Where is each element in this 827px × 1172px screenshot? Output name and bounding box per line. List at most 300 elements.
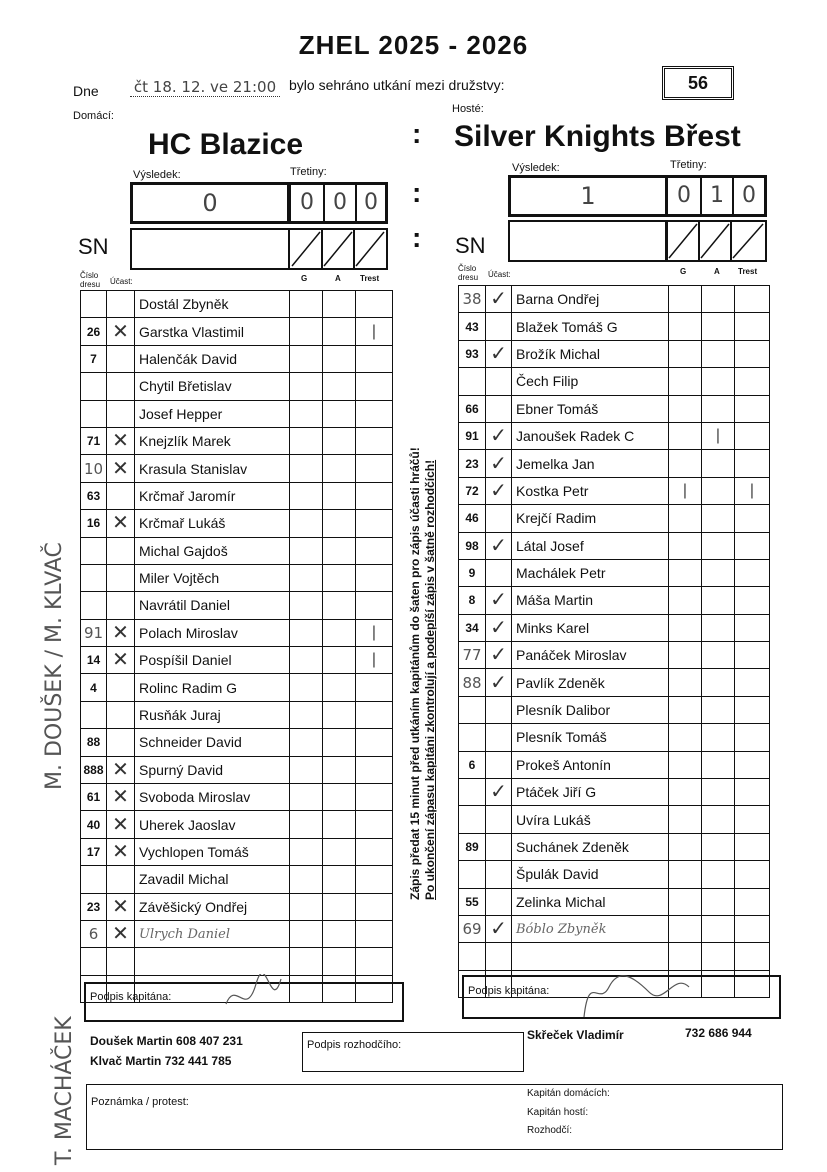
attendance-mark[interactable] (486, 751, 512, 778)
goals-cell[interactable] (290, 729, 323, 756)
penalty-cell[interactable] (356, 893, 393, 920)
penalty-cell[interactable] (356, 455, 393, 482)
attendance-mark[interactable]: ✓ (486, 587, 512, 614)
goals-cell[interactable] (290, 701, 323, 728)
attendance-mark[interactable]: ✓ (486, 532, 512, 559)
player-name[interactable]: Plesník Dalibor (512, 696, 669, 723)
penalty-cell[interactable] (356, 948, 393, 975)
attendance-mark[interactable]: ✓ (486, 614, 512, 641)
goals-cell[interactable] (669, 696, 702, 723)
attendance-mark[interactable]: ✕ (107, 318, 135, 345)
attendance-mark[interactable] (107, 592, 135, 619)
attendance-mark[interactable]: ✕ (107, 784, 135, 811)
penalty-cell[interactable] (735, 450, 770, 477)
penalty-cell[interactable] (735, 368, 770, 395)
penalty-cell[interactable] (356, 756, 393, 783)
player-number[interactable]: 6 (81, 920, 107, 947)
away-score-box[interactable] (508, 175, 668, 217)
goals-cell[interactable] (669, 286, 702, 313)
penalty-cell[interactable] (356, 564, 393, 591)
player-number[interactable]: 66 (459, 395, 486, 422)
player-name[interactable]: Blažek Tomáš G (512, 313, 669, 340)
player-name[interactable]: Pospíšil Daniel (135, 647, 290, 674)
assists-cell[interactable] (323, 948, 356, 975)
penalty-cell[interactable] (356, 784, 393, 811)
player-number[interactable] (81, 701, 107, 728)
attendance-mark[interactable] (107, 729, 135, 756)
assists-cell[interactable] (702, 642, 735, 669)
assists-cell[interactable] (323, 756, 356, 783)
player-number[interactable]: 38 (459, 286, 486, 313)
penalty-cell[interactable] (735, 587, 770, 614)
player-number[interactable] (459, 861, 486, 888)
penalty-cell[interactable] (356, 400, 393, 427)
goals-cell[interactable] (669, 614, 702, 641)
attendance-mark[interactable] (486, 395, 512, 422)
player-name[interactable]: Špulák David (512, 861, 669, 888)
goals-cell[interactable] (290, 455, 323, 482)
attendance-mark[interactable] (486, 943, 512, 970)
penalty-cell[interactable] (735, 751, 770, 778)
attendance-mark[interactable]: ✕ (107, 510, 135, 537)
goals-cell[interactable] (669, 340, 702, 367)
assists-cell[interactable] (323, 920, 356, 947)
player-name[interactable]: Ulrych Daniel (135, 920, 290, 947)
penalty-cell[interactable] (356, 537, 393, 564)
player-name[interactable]: Knejzlík Marek (135, 427, 290, 454)
assists-cell[interactable] (702, 395, 735, 422)
goals-cell[interactable] (290, 811, 323, 838)
player-number[interactable]: 46 (459, 505, 486, 532)
player-number[interactable]: 4 (81, 674, 107, 701)
player-number[interactable] (459, 724, 486, 751)
penalty-cell[interactable] (356, 701, 393, 728)
penalty-cell[interactable] (356, 510, 393, 537)
player-number[interactable]: 23 (459, 450, 486, 477)
player-name[interactable]: Halenčák David (135, 345, 290, 372)
player-number[interactable]: 63 (81, 482, 107, 509)
player-name[interactable]: Krejčí Radim (512, 505, 669, 532)
assists-cell[interactable] (323, 592, 356, 619)
assists-cell[interactable] (702, 915, 735, 942)
attendance-mark[interactable]: ✕ (107, 647, 135, 674)
penalty-cell[interactable] (735, 614, 770, 641)
attendance-mark[interactable] (107, 701, 135, 728)
assists-cell[interactable] (702, 696, 735, 723)
player-number[interactable]: 7 (81, 345, 107, 372)
goals-cell[interactable] (669, 368, 702, 395)
attendance-mark[interactable]: ✕ (107, 619, 135, 646)
player-number[interactable]: 8 (459, 587, 486, 614)
player-name[interactable]: Spurný David (135, 756, 290, 783)
player-number[interactable] (81, 866, 107, 893)
assists-cell[interactable] (323, 427, 356, 454)
player-number[interactable] (81, 537, 107, 564)
away-sn-box[interactable] (508, 220, 668, 262)
player-number[interactable] (81, 948, 107, 975)
player-name[interactable]: Uvíra Lukáš (512, 806, 669, 833)
penalty-cell[interactable] (735, 806, 770, 833)
penalty-cell[interactable] (356, 482, 393, 509)
goals-cell[interactable] (290, 784, 323, 811)
penalty-cell[interactable] (735, 696, 770, 723)
player-number[interactable] (459, 779, 486, 806)
assists-cell[interactable] (323, 400, 356, 427)
penalty-cell[interactable] (735, 669, 770, 696)
player-name[interactable]: Machálek Petr (512, 559, 669, 586)
attendance-mark[interactable]: ✓ (486, 642, 512, 669)
player-name[interactable]: Josef Hepper (135, 400, 290, 427)
goals-cell[interactable] (290, 400, 323, 427)
player-name[interactable]: Schneider David (135, 729, 290, 756)
player-number[interactable] (459, 368, 486, 395)
goals-cell[interactable] (290, 674, 323, 701)
penalty-cell[interactable] (356, 811, 393, 838)
player-number[interactable]: 72 (459, 477, 486, 504)
goals-cell[interactable] (290, 482, 323, 509)
assists-cell[interactable]: | (702, 422, 735, 449)
attendance-mark[interactable] (486, 505, 512, 532)
attendance-mark[interactable] (486, 833, 512, 860)
attendance-mark[interactable] (107, 537, 135, 564)
player-name[interactable]: Dostál Zbyněk (135, 291, 290, 318)
goals-cell[interactable] (669, 587, 702, 614)
goals-cell[interactable] (669, 861, 702, 888)
goals-cell[interactable] (669, 833, 702, 860)
player-number[interactable] (81, 400, 107, 427)
player-number[interactable]: 93 (459, 340, 486, 367)
player-name[interactable]: Čech Filip (512, 368, 669, 395)
assists-cell[interactable] (702, 313, 735, 340)
player-name[interactable]: Krčmař Jaromír (135, 482, 290, 509)
player-number[interactable]: 14 (81, 647, 107, 674)
penalty-cell[interactable] (735, 286, 770, 313)
assists-cell[interactable] (702, 779, 735, 806)
match-number[interactable]: 56 (662, 66, 734, 100)
attendance-mark[interactable] (486, 696, 512, 723)
goals-cell[interactable] (290, 893, 323, 920)
note-protest-box[interactable] (86, 1084, 783, 1150)
player-name[interactable]: Zavadil Michal (135, 866, 290, 893)
player-name[interactable]: Navrátil Daniel (135, 592, 290, 619)
goals-cell[interactable] (290, 948, 323, 975)
attendance-mark[interactable] (486, 313, 512, 340)
penalty-cell[interactable] (356, 729, 393, 756)
player-name[interactable]: Krasula Stanislav (135, 455, 290, 482)
assists-cell[interactable] (323, 345, 356, 372)
attendance-mark[interactable]: ✕ (107, 455, 135, 482)
player-name[interactable]: Ptáček Jiří G (512, 779, 669, 806)
player-name[interactable]: Jemelka Jan (512, 450, 669, 477)
attendance-mark[interactable]: ✓ (486, 779, 512, 806)
goals-cell[interactable] (669, 559, 702, 586)
penalty-cell[interactable] (735, 313, 770, 340)
player-name[interactable]: Garstka Vlastimil (135, 318, 290, 345)
away-periods-box[interactable] (665, 175, 767, 217)
penalty-cell[interactable] (735, 915, 770, 942)
assists-cell[interactable] (702, 286, 735, 313)
assists-cell[interactable] (702, 505, 735, 532)
goals-cell[interactable] (290, 427, 323, 454)
player-name[interactable]: Závěšický Ondřej (135, 893, 290, 920)
penalty-cell[interactable] (735, 642, 770, 669)
attendance-mark[interactable] (107, 948, 135, 975)
player-name[interactable]: Miler Vojtěch (135, 564, 290, 591)
attendance-mark[interactable] (107, 291, 135, 318)
player-name[interactable] (135, 948, 290, 975)
penalty-cell[interactable] (735, 861, 770, 888)
penalty-cell[interactable]: | (356, 619, 393, 646)
player-number[interactable]: 17 (81, 838, 107, 865)
goals-cell[interactable] (669, 395, 702, 422)
goals-cell[interactable]: | (669, 477, 702, 504)
penalty-cell[interactable] (356, 838, 393, 865)
attendance-mark[interactable] (486, 724, 512, 751)
attendance-mark[interactable] (486, 861, 512, 888)
player-number[interactable] (459, 806, 486, 833)
penalty-cell[interactable]: | (356, 647, 393, 674)
attendance-mark[interactable]: ✓ (486, 286, 512, 313)
attendance-mark[interactable]: ✕ (107, 427, 135, 454)
assists-cell[interactable] (323, 482, 356, 509)
assists-cell[interactable] (702, 888, 735, 915)
player-name[interactable]: Rusňák Juraj (135, 701, 290, 728)
assists-cell[interactable] (702, 340, 735, 367)
player-name[interactable]: Zelinka Michal (512, 888, 669, 915)
goals-cell[interactable] (669, 915, 702, 942)
home-periods-box[interactable] (288, 182, 388, 224)
player-number[interactable]: 16 (81, 510, 107, 537)
attendance-mark[interactable] (107, 866, 135, 893)
goals-cell[interactable] (290, 373, 323, 400)
player-number[interactable] (459, 943, 486, 970)
player-name[interactable]: Svoboda Miroslav (135, 784, 290, 811)
goals-cell[interactable] (290, 510, 323, 537)
assists-cell[interactable] (323, 701, 356, 728)
attendance-mark[interactable] (107, 373, 135, 400)
player-number[interactable]: 71 (81, 427, 107, 454)
assists-cell[interactable] (702, 833, 735, 860)
attendance-mark[interactable]: ✕ (107, 838, 135, 865)
goals-cell[interactable] (290, 756, 323, 783)
player-number[interactable]: 91 (459, 422, 486, 449)
assists-cell[interactable] (323, 893, 356, 920)
player-number[interactable]: 98 (459, 532, 486, 559)
penalty-cell[interactable] (735, 888, 770, 915)
player-number[interactable]: 77 (459, 642, 486, 669)
goals-cell[interactable] (290, 318, 323, 345)
player-name[interactable]: Plesník Tomáš (512, 724, 669, 751)
player-name[interactable]: Pavlík Zdeněk (512, 669, 669, 696)
assists-cell[interactable] (323, 619, 356, 646)
goals-cell[interactable] (290, 920, 323, 947)
goals-cell[interactable] (669, 779, 702, 806)
penalty-cell[interactable] (735, 395, 770, 422)
goals-cell[interactable] (669, 313, 702, 340)
attendance-mark[interactable] (486, 888, 512, 915)
goals-cell[interactable] (290, 838, 323, 865)
assists-cell[interactable] (702, 587, 735, 614)
player-number[interactable] (81, 291, 107, 318)
penalty-cell[interactable] (356, 373, 393, 400)
assists-cell[interactable] (323, 811, 356, 838)
goals-cell[interactable] (669, 806, 702, 833)
goals-cell[interactable] (290, 291, 323, 318)
penalty-cell[interactable] (356, 674, 393, 701)
player-name[interactable]: Máša Martin (512, 587, 669, 614)
assists-cell[interactable] (702, 450, 735, 477)
player-name[interactable]: Michal Gajdoš (135, 537, 290, 564)
player-number[interactable] (81, 564, 107, 591)
attendance-mark[interactable] (107, 345, 135, 372)
assists-cell[interactable] (323, 455, 356, 482)
penalty-cell[interactable] (735, 559, 770, 586)
goals-cell[interactable] (290, 647, 323, 674)
assists-cell[interactable] (702, 669, 735, 696)
penalty-cell[interactable] (356, 592, 393, 619)
attendance-mark[interactable] (107, 564, 135, 591)
player-number[interactable] (81, 592, 107, 619)
player-name[interactable]: Ebner Tomáš (512, 395, 669, 422)
penalty-cell[interactable] (735, 833, 770, 860)
goals-cell[interactable] (669, 724, 702, 751)
player-name[interactable]: Chytil Břetislav (135, 373, 290, 400)
assists-cell[interactable] (702, 614, 735, 641)
attendance-mark[interactable]: ✓ (486, 340, 512, 367)
assists-cell[interactable] (323, 373, 356, 400)
penalty-cell[interactable] (356, 291, 393, 318)
player-name[interactable]: Panáček Miroslav (512, 642, 669, 669)
assists-cell[interactable] (702, 477, 735, 504)
attendance-mark[interactable] (486, 559, 512, 586)
player-number[interactable]: 55 (459, 888, 486, 915)
attendance-mark[interactable] (107, 674, 135, 701)
home-score-box[interactable] (130, 182, 290, 224)
player-name[interactable]: Polach Miroslav (135, 619, 290, 646)
goals-cell[interactable] (669, 888, 702, 915)
penalty-cell[interactable] (356, 345, 393, 372)
assists-cell[interactable] (702, 861, 735, 888)
goals-cell[interactable] (290, 345, 323, 372)
penalty-cell[interactable] (735, 505, 770, 532)
penalty-cell[interactable] (356, 920, 393, 947)
player-number[interactable]: 88 (459, 669, 486, 696)
attendance-mark[interactable]: ✕ (107, 756, 135, 783)
attendance-mark[interactable]: ✕ (107, 893, 135, 920)
goals-cell[interactable] (669, 751, 702, 778)
assists-cell[interactable] (702, 532, 735, 559)
assists-cell[interactable] (702, 724, 735, 751)
penalty-cell[interactable] (735, 340, 770, 367)
assists-cell[interactable] (323, 318, 356, 345)
assists-cell[interactable] (323, 729, 356, 756)
goals-cell[interactable] (290, 592, 323, 619)
attendance-mark[interactable] (486, 368, 512, 395)
player-number[interactable]: 61 (81, 784, 107, 811)
goals-cell[interactable] (290, 564, 323, 591)
player-name[interactable]: Janoušek Radek C (512, 422, 669, 449)
player-name[interactable]: Brožík Michal (512, 340, 669, 367)
goals-cell[interactable] (669, 450, 702, 477)
attendance-mark[interactable] (107, 482, 135, 509)
goals-cell[interactable] (669, 669, 702, 696)
assists-cell[interactable] (323, 564, 356, 591)
assists-cell[interactable] (702, 806, 735, 833)
player-number[interactable]: 34 (459, 614, 486, 641)
assists-cell[interactable] (323, 647, 356, 674)
away-sn-periods[interactable] (665, 220, 767, 262)
player-number[interactable]: 26 (81, 318, 107, 345)
player-number[interactable]: 23 (81, 893, 107, 920)
player-name[interactable]: Vychlopen Tomáš (135, 838, 290, 865)
player-name[interactable]: Bóblo Zbyněk (512, 915, 669, 942)
player-number[interactable]: 43 (459, 313, 486, 340)
player-name[interactable]: Suchánek Zdeněk (512, 833, 669, 860)
away-captain-signature[interactable] (462, 975, 781, 1019)
goals-cell[interactable] (669, 505, 702, 532)
penalty-cell[interactable]: | (356, 318, 393, 345)
attendance-mark[interactable]: ✕ (107, 920, 135, 947)
assists-cell[interactable] (323, 838, 356, 865)
assists-cell[interactable] (702, 943, 735, 970)
player-number[interactable]: 6 (459, 751, 486, 778)
player-number[interactable]: 88 (81, 729, 107, 756)
player-name[interactable]: Prokeš Antonín (512, 751, 669, 778)
goals-cell[interactable] (669, 532, 702, 559)
attendance-mark[interactable]: ✓ (486, 477, 512, 504)
goals-cell[interactable] (290, 619, 323, 646)
assists-cell[interactable] (323, 674, 356, 701)
player-name[interactable]: Kostka Petr (512, 477, 669, 504)
attendance-mark[interactable]: ✓ (486, 450, 512, 477)
penalty-cell[interactable] (735, 779, 770, 806)
attendance-mark[interactable]: ✓ (486, 669, 512, 696)
attendance-mark[interactable]: ✓ (486, 422, 512, 449)
penalty-cell[interactable] (735, 422, 770, 449)
home-sn-periods[interactable] (288, 228, 388, 270)
date-field[interactable]: čt 18. 12. ve 21:00 (130, 78, 280, 97)
player-number[interactable]: 888 (81, 756, 107, 783)
penalty-cell[interactable] (735, 532, 770, 559)
player-number[interactable]: 91 (81, 619, 107, 646)
player-number[interactable] (459, 696, 486, 723)
player-number[interactable] (81, 373, 107, 400)
attendance-mark[interactable] (486, 806, 512, 833)
assists-cell[interactable] (702, 368, 735, 395)
player-name[interactable]: Uherek Jaoslav (135, 811, 290, 838)
goals-cell[interactable] (290, 537, 323, 564)
goals-cell[interactable] (290, 866, 323, 893)
goals-cell[interactable] (669, 422, 702, 449)
player-name[interactable]: Barna Ondřej (512, 286, 669, 313)
player-number[interactable]: 89 (459, 833, 486, 860)
home-captain-signature[interactable] (84, 982, 404, 1022)
penalty-cell[interactable] (356, 427, 393, 454)
player-name[interactable]: Látal Josef (512, 532, 669, 559)
attendance-mark[interactable] (107, 400, 135, 427)
player-number[interactable]: 40 (81, 811, 107, 838)
player-name[interactable]: Rolinc Radim G (135, 674, 290, 701)
player-name[interactable]: Krčmař Lukáš (135, 510, 290, 537)
attendance-mark[interactable]: ✕ (107, 811, 135, 838)
penalty-cell[interactable] (735, 943, 770, 970)
assists-cell[interactable] (323, 510, 356, 537)
penalty-cell[interactable]: | (735, 477, 770, 504)
assists-cell[interactable] (702, 559, 735, 586)
assists-cell[interactable] (323, 784, 356, 811)
player-number[interactable]: 69 (459, 915, 486, 942)
assists-cell[interactable] (323, 537, 356, 564)
